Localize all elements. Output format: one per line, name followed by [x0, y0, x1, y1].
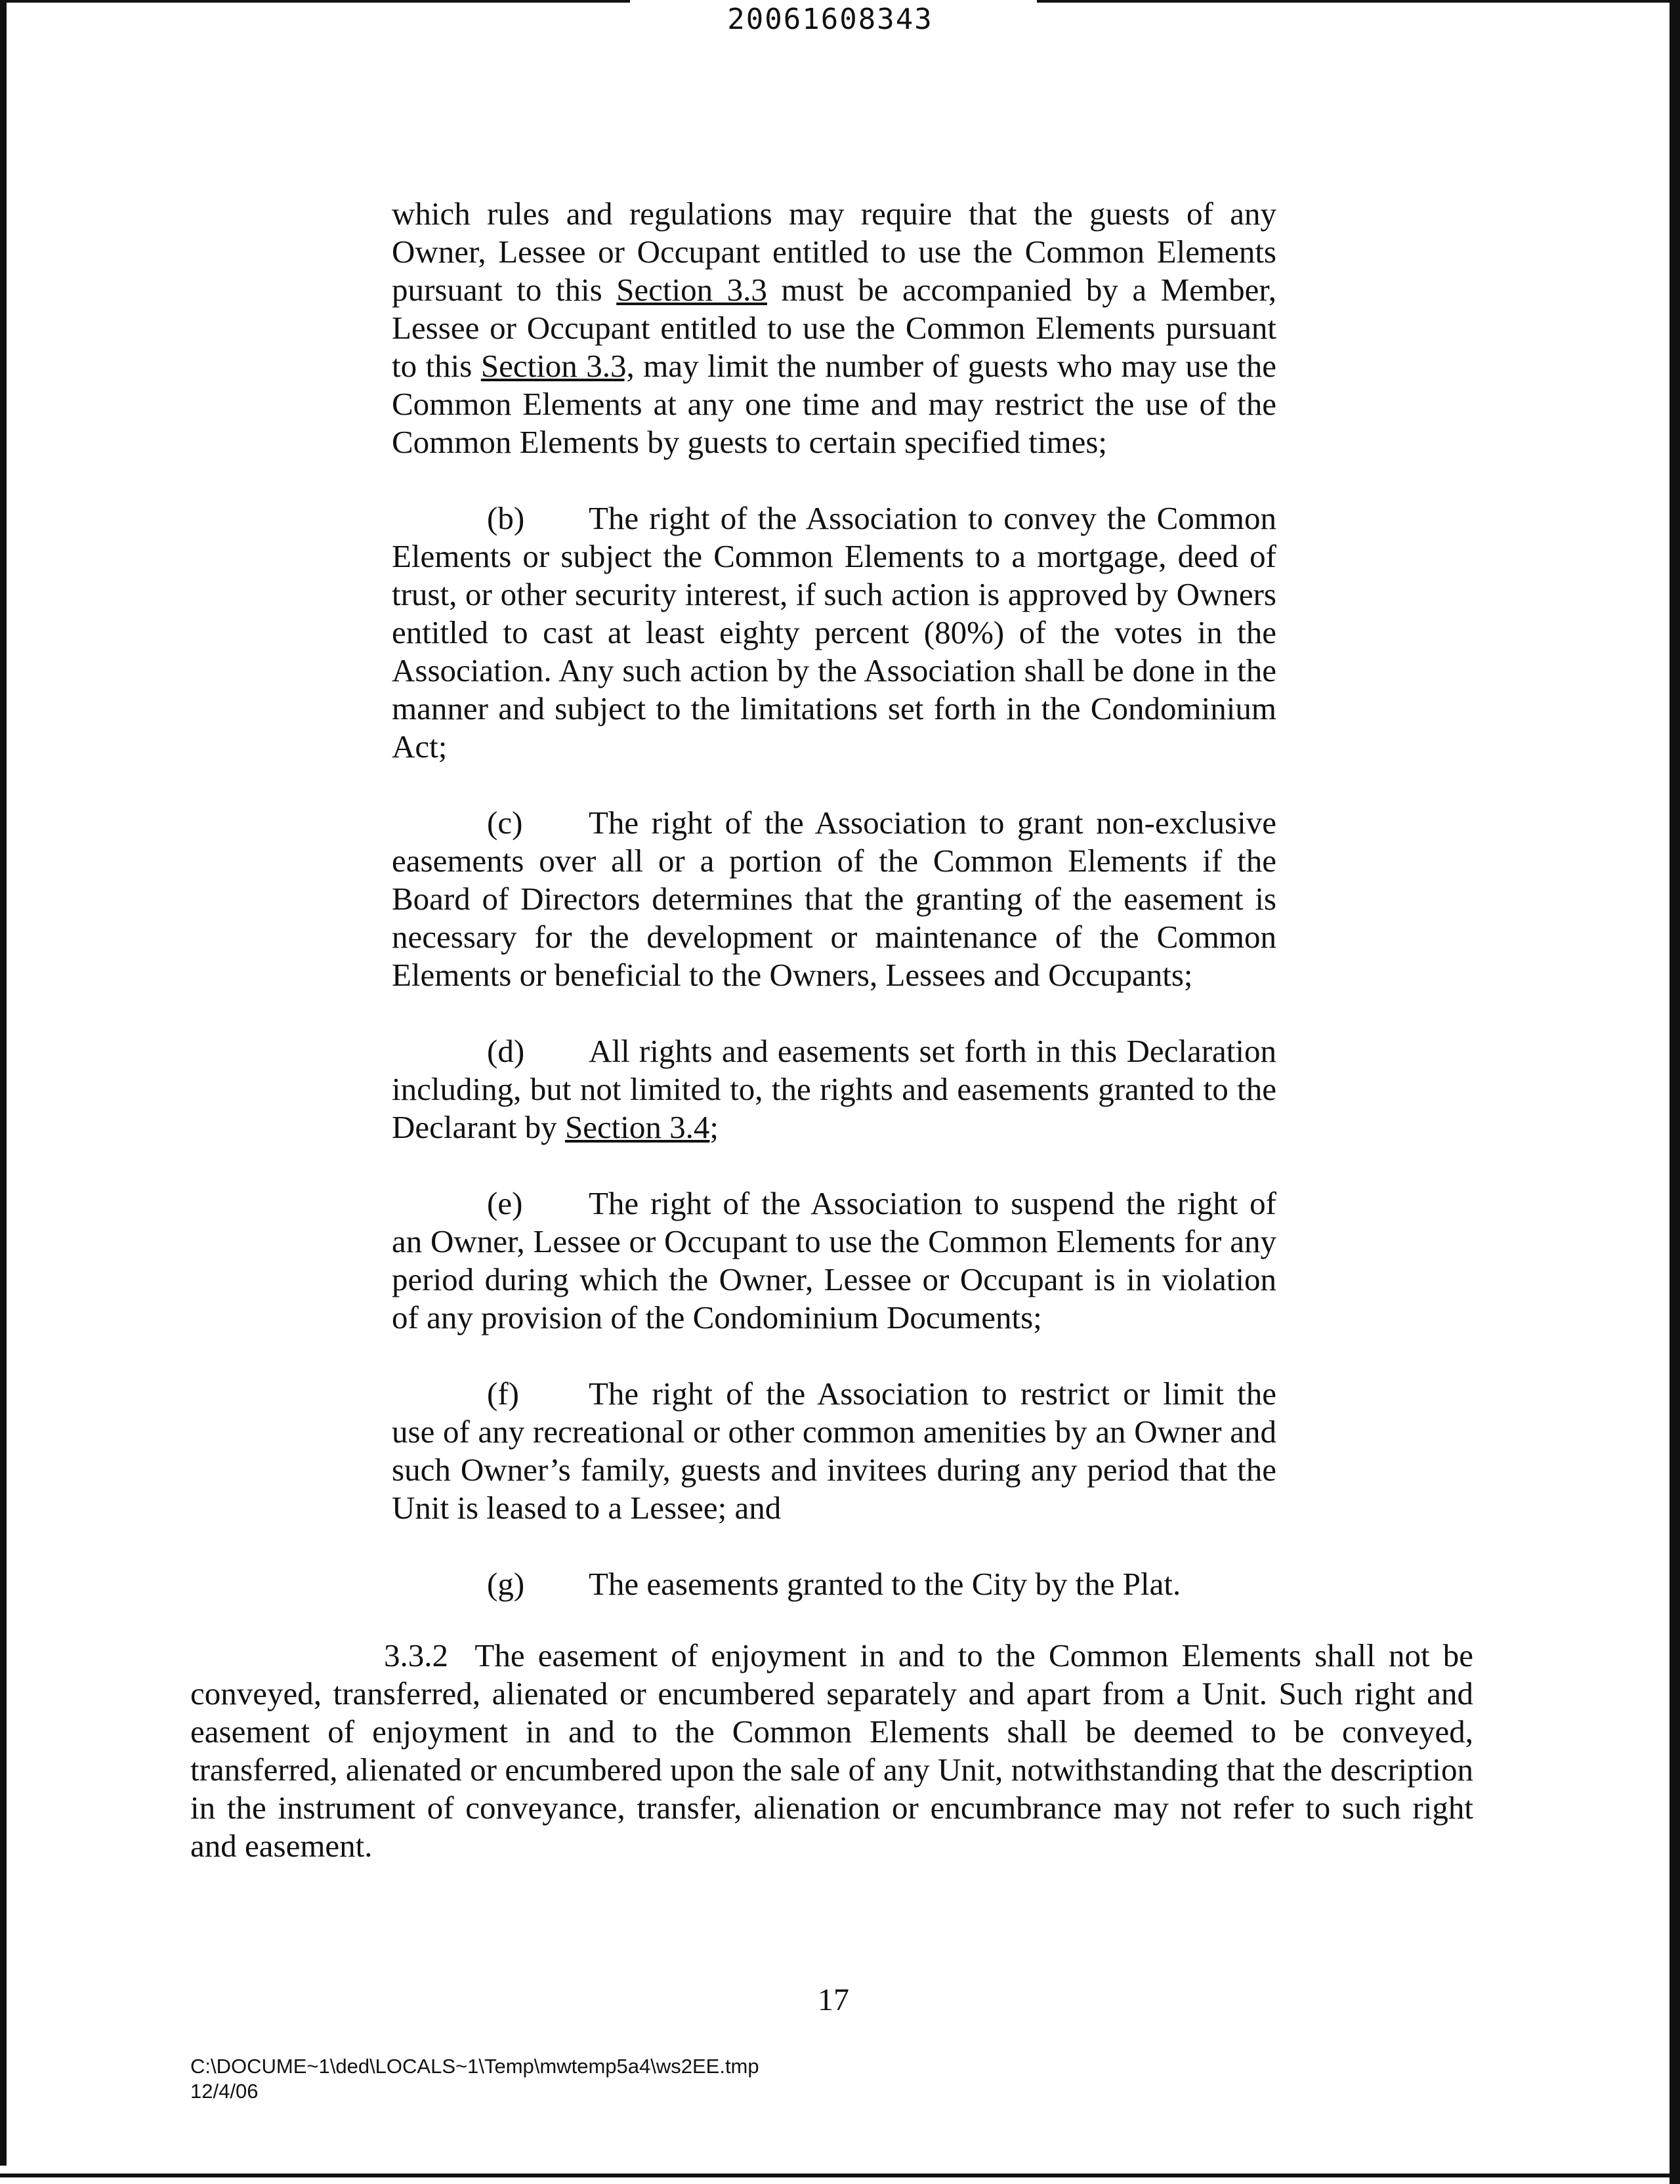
- section-3-3-2-paragraph: 3.3.2 The easement of enjoyment in and to the Common Elements shall not be conveyed, transferred, alienated or encumbered separately and apart from a Unit. Such right and easement of enjoyment in and to the Common Elements shall be deemed to be conveyed, transferred, alienated or encumbered upon the sale of any Unit, notwithstanding that the description in the instrument of conveyance, transfer, alienation or encumbrance may not refer to such right and easement.: [190, 1637, 1474, 1864]
- indented-subsections: [392, 195, 1276, 1603]
- scan-border-left: [0, 0, 7, 2166]
- subsection-label: (d): [487, 1033, 525, 1069]
- print-date: 12/4/06: [190, 2080, 259, 2103]
- scan-border-bottom: [0, 2174, 1680, 2177]
- section-reference: Section 3.4: [564, 1109, 710, 1145]
- subsection-b: (b) The right of the Association to convey the Common Elements or subject the Common Elements to a mortgage, deed of trust, or other security interest, if such action is approved by Owners entitled to cast at least eighty percent (80%) of the votes in the Association. Any such action by the Association shall be done in the manner and subject to the limitations set forth in the Condominium Act;: [392, 500, 1276, 765]
- continuation-paragraph: which rules and regulations may require that the guests of any Owner, Lessee or Occupant entitled to use the Common Elements pursuant to this Section 3.3 must be accompanied by a Member, Lessee or Occupant entitled to use the Common Elements pursuant to this Section 3.3, may limit the number of guests who may use the Common Elements at any one time and may restrict the use of the Common Elements by guests to certain specified times;: [392, 196, 1277, 460]
- scan-border-right: [1670, 0, 1680, 2184]
- subsection-label: (b): [487, 500, 525, 536]
- section-reference: Section 3.3,: [480, 348, 635, 384]
- subsection-e: (e) The right of the Association to suspend the right of an Owner, Lessee or Occupant to use the Common Elements for any period during which the Owner, Lessee or Occupant is in violation of any provision of the Condominium Documents;: [392, 1185, 1276, 1335]
- subsection-f: (f) The right of the Association to restrict or limit the use of any recreational or other common amenities by an Owner and such Owner’s family, guests and invitees during any period that the Unit is leased to a Lessee; and: [392, 1376, 1276, 1526]
- subsection-c: (c) The right of the Association to grant non-exclusive easements over all or a portion of the Common Elements if the Board of Directors determines that the granting of the easement is necessary for the development or maintenance of the Common Elements or beneficial to the Owners, Lessees and Occupants;: [392, 805, 1276, 993]
- footer: [190, 2054, 759, 2104]
- section-reference: Section 3.3: [616, 272, 767, 308]
- document-number: 20061608343: [727, 3, 933, 36]
- subsection-label: (g): [487, 1566, 525, 1602]
- section-3-3-2: [190, 1637, 1473, 1865]
- subsection-label: (f): [487, 1376, 519, 1412]
- subsection-d: (d) All rights and easements set forth in this Declaration including, but not limited to, the rights and easements granted to the Declarant by Section 3.4;: [392, 1033, 1276, 1145]
- subsection-label: (c): [487, 805, 523, 841]
- section-number: 3.3.2: [384, 1637, 448, 1673]
- subsection-g: (g) The easements granted to the City by the Plat.: [487, 1566, 1181, 1602]
- page-number: 17: [818, 1983, 849, 2017]
- file-path: C:\DOCUME~1\ded\LOCALS~1\Temp\mwtemp5a4\ws2EE.tmp: [190, 2055, 759, 2078]
- subsection-label: (e): [487, 1185, 523, 1221]
